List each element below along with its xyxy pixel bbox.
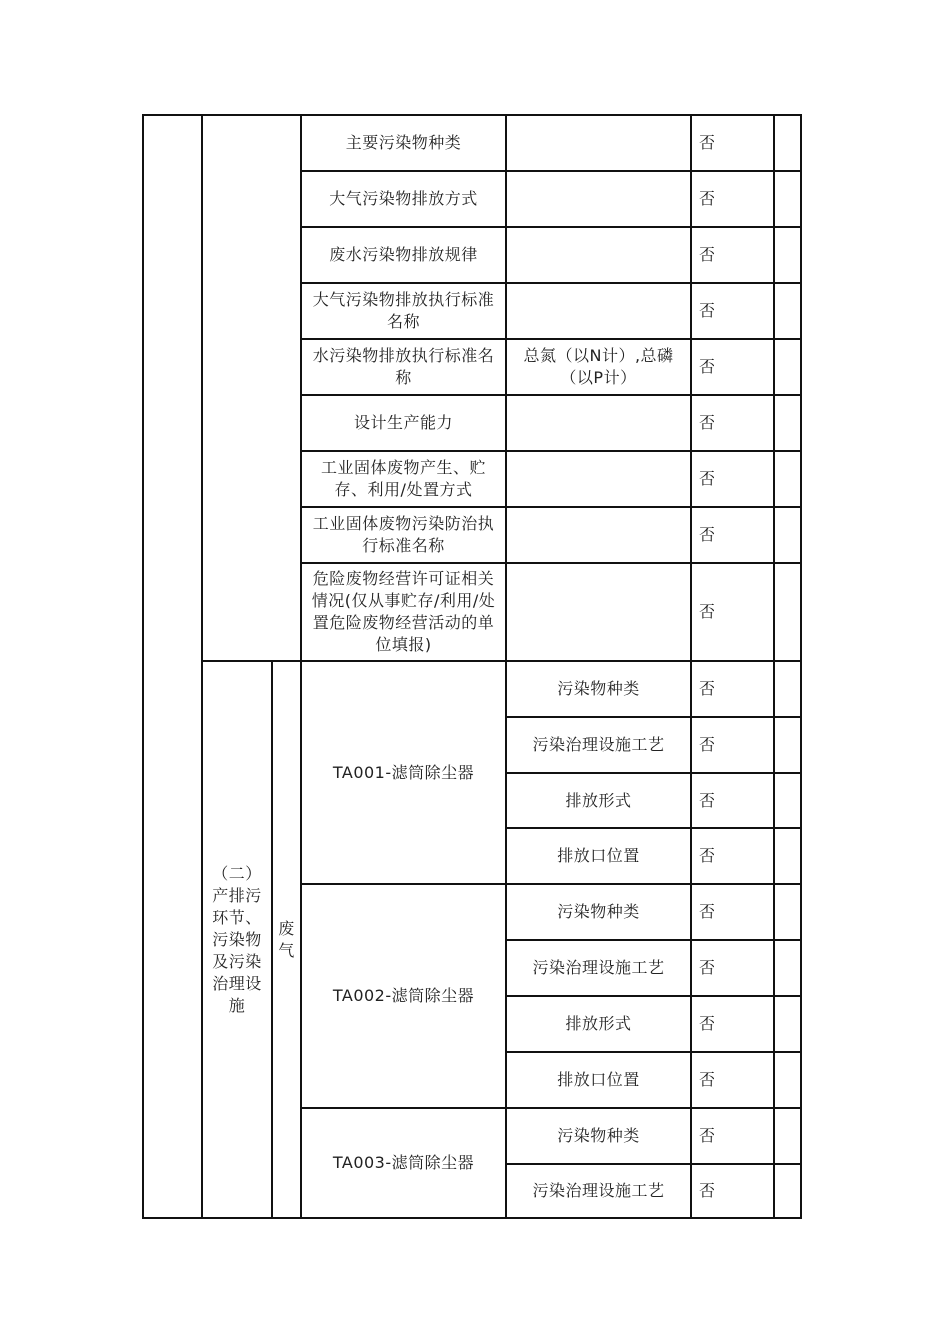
row-item-label: 工业固体废物产生、贮存、利用/处置方式 bbox=[320, 458, 486, 499]
attribute-label: 污染治理设施工艺 bbox=[532, 1181, 665, 1200]
category-text: 废气 bbox=[278, 918, 295, 960]
section-title: （二）产排污环节、污染物及污染治理设施 bbox=[212, 863, 262, 1015]
row-changed-value: 否 bbox=[699, 469, 716, 488]
attribute-changed-value: 否 bbox=[699, 735, 716, 754]
attribute-changed-value: 否 bbox=[699, 902, 716, 921]
attribute-label: 污染治理设施工艺 bbox=[532, 958, 665, 977]
row-changed-value: 否 bbox=[699, 357, 716, 376]
row-content-value bbox=[507, 508, 690, 562]
row-changed-value: 否 bbox=[699, 301, 716, 320]
facility-name: TA003-滤筒除尘器 bbox=[332, 1153, 475, 1172]
row-changed-value: 否 bbox=[699, 133, 716, 152]
table-border-bottom bbox=[142, 1217, 802, 1219]
attribute-label: 污染物种类 bbox=[557, 902, 640, 921]
row-changed-value: 否 bbox=[699, 189, 716, 208]
table-column-divider bbox=[773, 114, 775, 1219]
attribute-changed-value: 否 bbox=[699, 1181, 716, 1200]
attribute-label: 排放形式 bbox=[565, 790, 632, 810]
attribute-label: 排放口位置 bbox=[557, 1070, 640, 1089]
row-content-value bbox=[507, 452, 690, 506]
attribute-label: 排放形式 bbox=[565, 1014, 632, 1033]
row-content-value bbox=[507, 284, 690, 338]
attribute-changed-value: 否 bbox=[699, 846, 716, 865]
attribute-label: 污染治理设施工艺 bbox=[532, 735, 665, 754]
table-border-right bbox=[800, 114, 802, 1219]
row-content-value bbox=[507, 564, 690, 660]
row-content-value bbox=[507, 396, 690, 450]
row-content-value: 总氮（以N计）,总磷（以P计） bbox=[523, 346, 674, 387]
row-item-label: 水污染物排放执行标准名称 bbox=[312, 346, 495, 387]
row-item-label: 危险废物经营许可证相关情况(仅从事贮存/利用/处置危险废物经营活动的单位填报) bbox=[311, 569, 496, 654]
row-item-label: 工业固体废物污染防治执行标准名称 bbox=[312, 514, 495, 555]
row-changed-value: 否 bbox=[699, 525, 716, 544]
facility-name: TA002-滤筒除尘器 bbox=[332, 986, 475, 1005]
permit-change-table bbox=[142, 114, 802, 1219]
attribute-changed-value: 否 bbox=[699, 958, 716, 977]
row-item-label: 大气污染物排放方式 bbox=[329, 189, 478, 208]
attribute-changed-value: 否 bbox=[699, 790, 716, 810]
row-item-label: 废水污染物排放规律 bbox=[329, 245, 478, 264]
table-border-left bbox=[142, 114, 144, 1219]
row-changed-value: 否 bbox=[699, 413, 716, 432]
attribute-changed-value: 否 bbox=[699, 1126, 716, 1145]
attribute-label: 污染物种类 bbox=[557, 1126, 640, 1145]
row-content-value bbox=[507, 172, 690, 226]
attribute-changed-value: 否 bbox=[699, 679, 716, 698]
row-content-value bbox=[507, 228, 690, 282]
attribute-changed-value: 否 bbox=[699, 1014, 716, 1033]
row-changed-value: 否 bbox=[699, 602, 716, 621]
row-changed-value: 否 bbox=[699, 245, 716, 264]
attribute-changed-value: 否 bbox=[699, 1070, 716, 1089]
row-item-label: 大气污染物排放执行标准名称 bbox=[312, 290, 495, 331]
category-label bbox=[273, 662, 300, 1217]
attribute-label: 排放口位置 bbox=[557, 846, 640, 865]
row-item-label: 设计生产能力 bbox=[353, 413, 453, 432]
row-content-value bbox=[507, 116, 690, 170]
attribute-label: 污染物种类 bbox=[557, 679, 640, 698]
facility-name: TA001-滤筒除尘器 bbox=[332, 762, 475, 782]
row-item-label: 主要污染物种类 bbox=[345, 133, 462, 152]
